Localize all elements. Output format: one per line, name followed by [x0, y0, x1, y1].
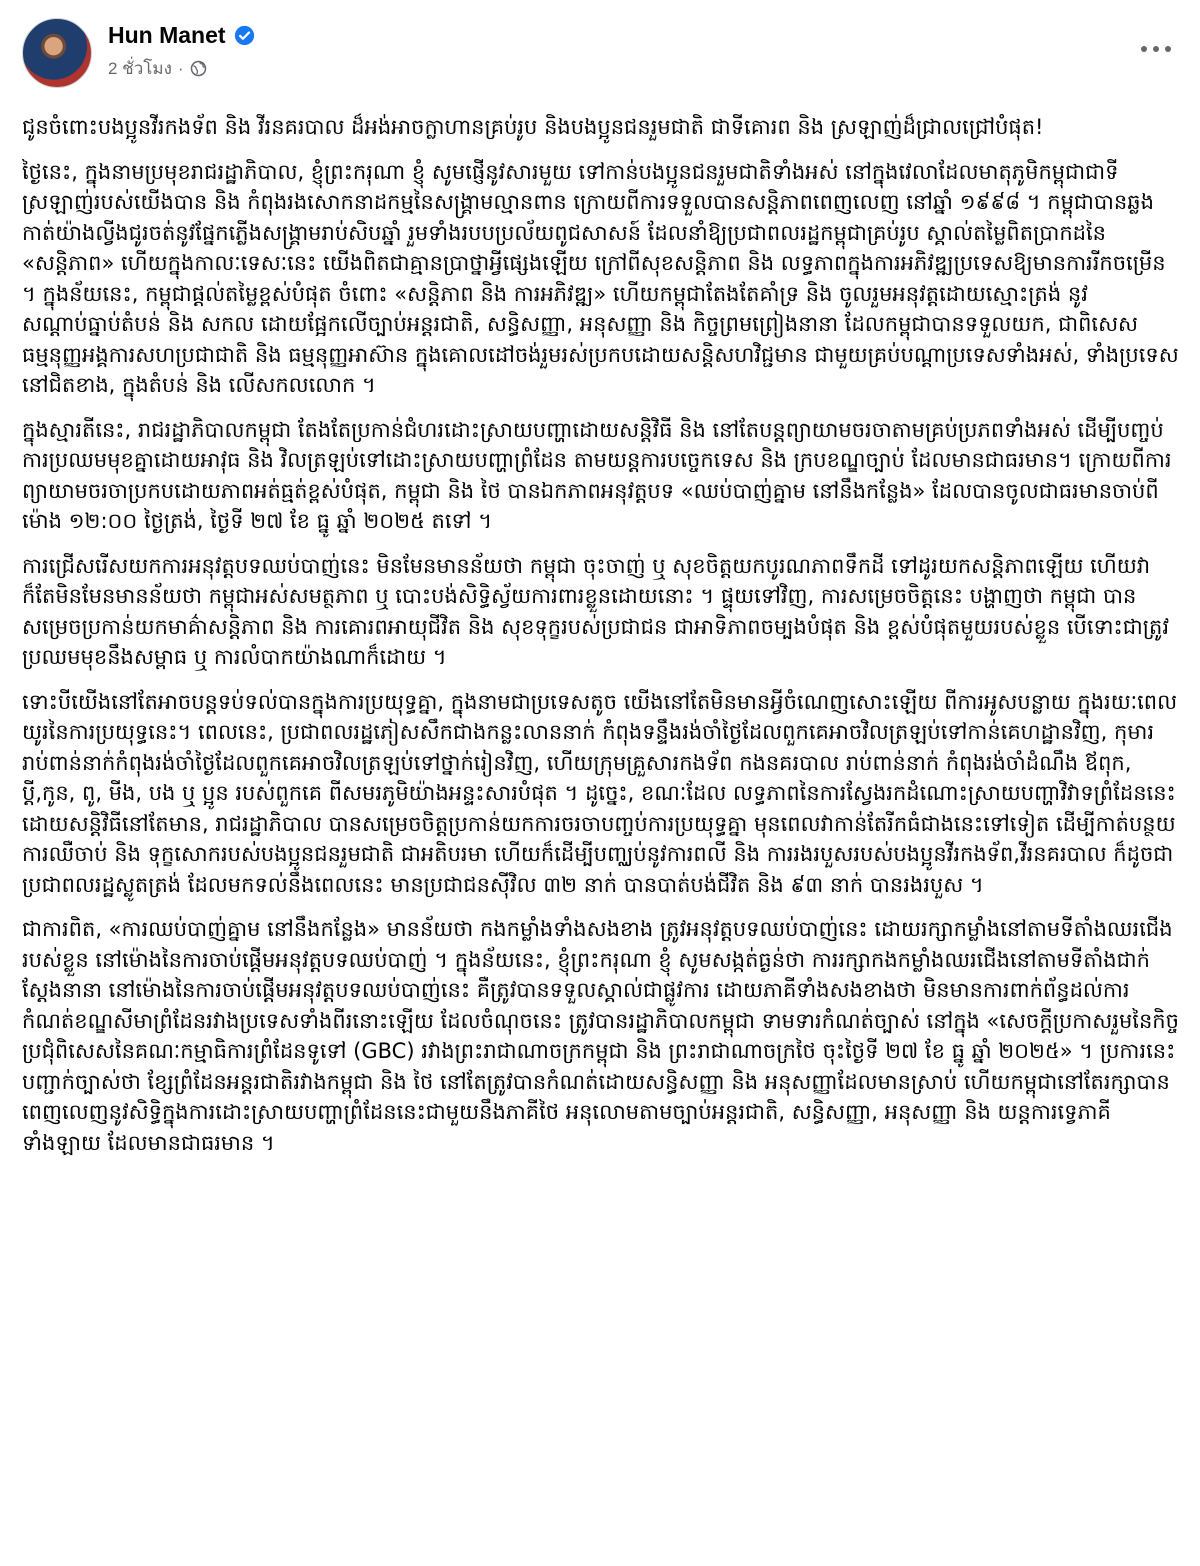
post-header — [22, 18, 255, 88]
author-block — [108, 18, 255, 82]
post-paragraph: ការជ្រើសរើសយកការអនុវត្តបទឈប់បាញ់នេះ មិនមែនមានន័យថា កម្ពុជា ចុះចាញ់ ឬ សុខចិត្តយកបូរណភាពទឹកដី ទៅដូរយកសន្តិភាពឡើយ ហើយវាក៏តែមិនមែនមានន័យថា កម្ពុជាអស់សមត្ថភាព ឬ បោះបង់សិទ្ធិស្វ័យការពារខ្លួនដោយនោះ ។ ផ្ទុយទៅវិញ, ការសម្រេចចិត្តនេះ បង្ហាញថា កម្ពុជា បានសម្រេចប្រកាន់យកមាគ៌ាសន្តិភាព និង ការគោរពអាយុជីវិត និង សុខទុក្ខរបស់ប្រជាជន ជាអាទិភាពចម្បងបំផុត និង ខ្ពស់បំផុតមួយរបស់ខ្លួន បើទោះជាត្រូវប្រឈមមុខនឹងសម្ពាធ ឬ ការលំបាកយ៉ាងណាក៏ដោយ ។ — [22, 553, 1169, 669]
post-meta — [108, 55, 255, 82]
more-options-icon-dot — [1165, 46, 1171, 52]
author-name[interactable]: Hun Manet — [108, 22, 226, 48]
more-options-icon — [1141, 46, 1147, 52]
more-options-button[interactable] — [1134, 34, 1178, 64]
post-body — [22, 112, 1180, 1172]
globe-icon[interactable] — [190, 60, 207, 77]
avatar[interactable] — [22, 18, 92, 88]
author-row — [108, 22, 255, 49]
meta-separator: · — [177, 58, 184, 78]
post-paragraph: ថ្ងៃនេះ, ក្នុងនាមប្រមុខរាជរដ្ឋាភិបាល, ខ្ញុំព្រះករុណា ខ្ញុំ សូមផ្ញើនូវសារមួយ ទៅកាន់បងប្អូនជនរួមជាតិទាំងអស់ នៅក្នុងវេលាដែលមាតុភូមិកម្ពុជាជាទីស្រឡាញ់របស់យើងបាន និង កំពុងរងសោកនាដកម្មនៃសង្គ្រាមល្មានពាន ក្រោយពីការទទួលបានសន្តិភាពពេញលេញ នៅឆ្នាំ ១៩៩៨ ។ កម្ពុជាបានឆ្លងកាត់យ៉ាងល្វីងជូរចត់នូវផ្នែកភ្លើងសង្គ្រាមរាប់សិបឆ្នាំ រួមទាំងរបបប្រល័យពូជសាសន៍ ដែលនាំឱ្យប្រជាពលរដ្ឋកម្ពុជាគ្រប់រូប ស្គាល់តម្លៃពិតប្រាកដនៃ «សន្តិភាព» ហើយក្នុងកាលៈទេសៈនេះ យើងពិតជាគ្មានប្រាថ្នាអ្វីផ្សេងឡើយ ក្រៅពីសុខសន្តិភាព និង លទ្ធភាពក្នុងការអភិវឌ្ឍប្រទេសឱ្យមានការរីកចម្រើន ។ ក្នុងន័យនេះ, កម្ពុជាផ្តល់តម្លៃខ្ពស់បំផុត ចំពោះ «សន្តិភាព និង ការអភិវឌ្ឍ» ហើយកម្ពុជាតែងតែគាំទ្រ និង ចូលរួមអនុវត្តដោយស្មោះត្រង់ នូវសណ្តាប់ធ្នាប់តំបន់ និង សកល ដោយផ្អែកលើច្បាប់អន្តរជាតិ, សន្ធិសញ្ញា, អនុសញ្ញា និង កិច្ចព្រមព្រៀងនានា ដែលកម្ពុជាបានទទួលយក, ជាពិសេស ធម្មនុញ្ញអង្គការសហប្រជាជាតិ និង ធម្មនុញ្ញអាស៊ាន ក្នុងគោលដៅចង់រួមរស់ប្រកបដោយសន្តិសហវិជ្ជមាន ជាមួយគ្រប់បណ្តាប្រទេសទាំងអស់, ទាំងប្រទេស នៅជិតខាង, ក្នុងតំបន់ និង លើសកលលោក ។ — [22, 159, 1179, 397]
post-paragraph: ជាការពិត, «ការឈប់បាញ់គ្នាម នៅនឹងកន្លែង» មានន័យថា កងកម្លាំងទាំងសងខាង ត្រូវអនុវត្តបទឈប់បាញ់នេះ ដោយរក្សាកម្លាំងនៅតាមទីតាំងឈរជើងរបស់ខ្លួន នៅម៉ោងនៃការចាប់ផ្តើមអនុវត្តបទឈប់បាញ់ ។ ក្នុងន័យនេះ, ខ្ញុំព្រះករុណា ខ្ញុំ សូមសង្កត់ធ្ងន់ថា ការរក្សាកងកម្លាំងឈរជើងនៅតាមទីតាំងជាក់ស្តែងនានា នៅម៉ោងនៃការចាប់ផ្តើមអនុវត្តបទឈប់បាញ់នេះ គឺត្រូវបានទទួលស្គាល់ជាផ្លូវការ ដោយភាគីទាំងសងខាងថា មិនមានការពាក់ព័ន្ធដល់ការកំណត់ខណ្ឌសីមាព្រំដែនរវាងប្រទេសទាំងពីរនោះឡើយ ដែលចំណុចនេះ ត្រូវបានរដ្ឋាភិបាលកម្ពុជា ទាមទារកំណត់ច្បាស់ នៅក្នុង «សេចក្តីប្រកាសរួមនៃកិច្ចប្រជុំពិសេសនៃគណៈកម្មាធិការព្រំដែនទូទៅ (GBC) រវាងព្រះរាជាណាចក្រកម្ពុជា និង ព្រះរាជាណាចក្រថៃ ចុះថ្ងៃទី ២៧ ខែ ធ្នូ ឆ្នាំ ២០២៥» ។ ប្រការនេះ បញ្ជាក់ច្បាស់ថា ខ្សែព្រំដែនអន្តរជាតិរវាងកម្ពុជា និង ថៃ នៅតែត្រូវបានកំណត់ដោយសន្ធិសញ្ញា និង អនុសញ្ញាដែលមានស្រាប់ ហើយកម្ពុជានៅតែរក្សាបានពេញលេញនូវសិទ្ធិក្នុងការដោះស្រាយបញ្ហាព្រំដែននេះជាមួយនឹងភាគីថៃ អនុលោមតាមច្បាប់អន្តរជាតិ, សន្ធិសញ្ញា, អនុសញ្ញា និង យន្តការទ្វេភាគី ទាំងឡាយ ដែលមានជាធរមាន ។ — [22, 917, 1179, 1155]
verified-badge-icon — [234, 25, 255, 46]
post-timestamp[interactable]: 2 ชั่วโมง — [108, 59, 172, 78]
post-paragraph: ជូនចំពោះបងប្អូនវីរកងទ័ព និង វីរនគរបាល ដ៏អង់អាចក្លាហានគ្រប់រូប និងបងប្អូនជនរួមជាតិ ជាទីគោរព និង ស្រឡាញ់ដ៏ជ្រាលជ្រៅបំផុត! — [22, 115, 1044, 139]
post-paragraph: ក្នុងស្មារតីនេះ, រាជរដ្ឋាភិបាលកម្ពុជា តែងតែប្រកាន់ជំហរដោះស្រាយបញ្ហាដោយសន្តិវិធី និង នៅតែបន្តព្យាយាមចរចាតាមគ្រប់ប្រភពទាំងអស់ ដើម្បីបញ្ចប់ការប្រឈមមុខគ្នាដោយអាវុធ និង វិលត្រឡប់ទៅដោះស្រាយបញ្ហាព្រំដែន តាមយន្តការបច្ចេកទេស និង ក្របខណ្ឌច្បាប់ ដែលមានជាធរមាន។ ក្រោយពីការព្យាយាមចរចាប្រកបដោយភាពអត់ធ្មត់ខ្ពស់បំផុត, កម្ពុជា និង ថៃ បានឯកភាពអនុវត្តបទ «ឈប់បាញ់គ្នាម នៅនឹងកន្លែង» ដែលបានចូលជាធរមានចាប់ពីម៉ោង ១២:០០ ថ្ងៃត្រង់, ថ្ងៃទី ២៧ ខែ ធ្នូ ឆ្នាំ ២០២៥ តទៅ ។ — [22, 417, 1172, 533]
more-options-icon-dot — [1153, 46, 1159, 52]
post-paragraph: ទោះបីយើងនៅតែអាចបន្តទប់ទល់បានក្នុងការប្រយុទ្ធគ្នា, ក្នុងនាមជាប្រទេសតូច យើងនៅតែមិនមានអ្វីចំណេញសោះឡើយ ពីការអូសបន្លាយ ក្នុងរយៈពេលយូរនៃការប្រយុទ្ធនេះ។ ពេលនេះ, ប្រជាពលរដ្ឋភៀសសឹកជាងកន្លះលាននាក់ កំពុងទន្ទឹងរង់ចាំថ្ងៃដែលពួកគេអាចវិលត្រឡប់ទៅកាន់គេហដ្ឋានវិញ, កុមាររាប់ពាន់នាក់កំពុងរង់ចាំថ្ងៃដែលពួកគេអាចវិលត្រឡប់ទៅថ្នាក់រៀនវិញ, ហើយក្រុមគ្រួសារកងទ័ព កងនគរបាល រាប់ពាន់នាក់ កំពុងរង់ចាំដំណឹង ឪពុក, ប្តី,កូន, ពូ, មីង, បង ឬ ប្អូន របស់ពួកគេ ពីសមរភូមិយ៉ាងអន្ទះសារបំផុត ។ ដូច្នេះ, ខណៈដែល លទ្ធភាពនៃការស្វែងរកដំណោះស្រាយបញ្ហាវិវាទព្រំដែននេះ ដោយសន្តិវិធីនៅតែមាន, រាជរដ្ឋាភិបាល បានសម្រេចចិត្តប្រកាន់យកការចរចាបញ្ចប់ការប្រយុទ្ធគ្នា មុនពេលវាកាន់តែរីកធំជាងនេះទៅទៀត ដើម្បីកាត់បន្ថយការឈឺចាប់ និង ទុក្ខសោករបស់បងប្អូនជនរួមជាតិ ជាអតិបរមា ហើយក៏ដើម្បីបញ្ឈប់នូវការពលី និង ការរងរបួសរបស់បងប្អូនវីរកងទ័ព,វីរនគរបាល ក៏ដូចជាប្រជាពលរដ្ឋស្លូតត្រង់ ដែលមកទល់នឹងពេលនេះ មានប្រជាជនស៊ីវិល ៣២ នាក់ បានបាត់បង់ជីវិត និង ៩៣ នាក់ បានរងរបួស ។ — [22, 689, 1178, 897]
